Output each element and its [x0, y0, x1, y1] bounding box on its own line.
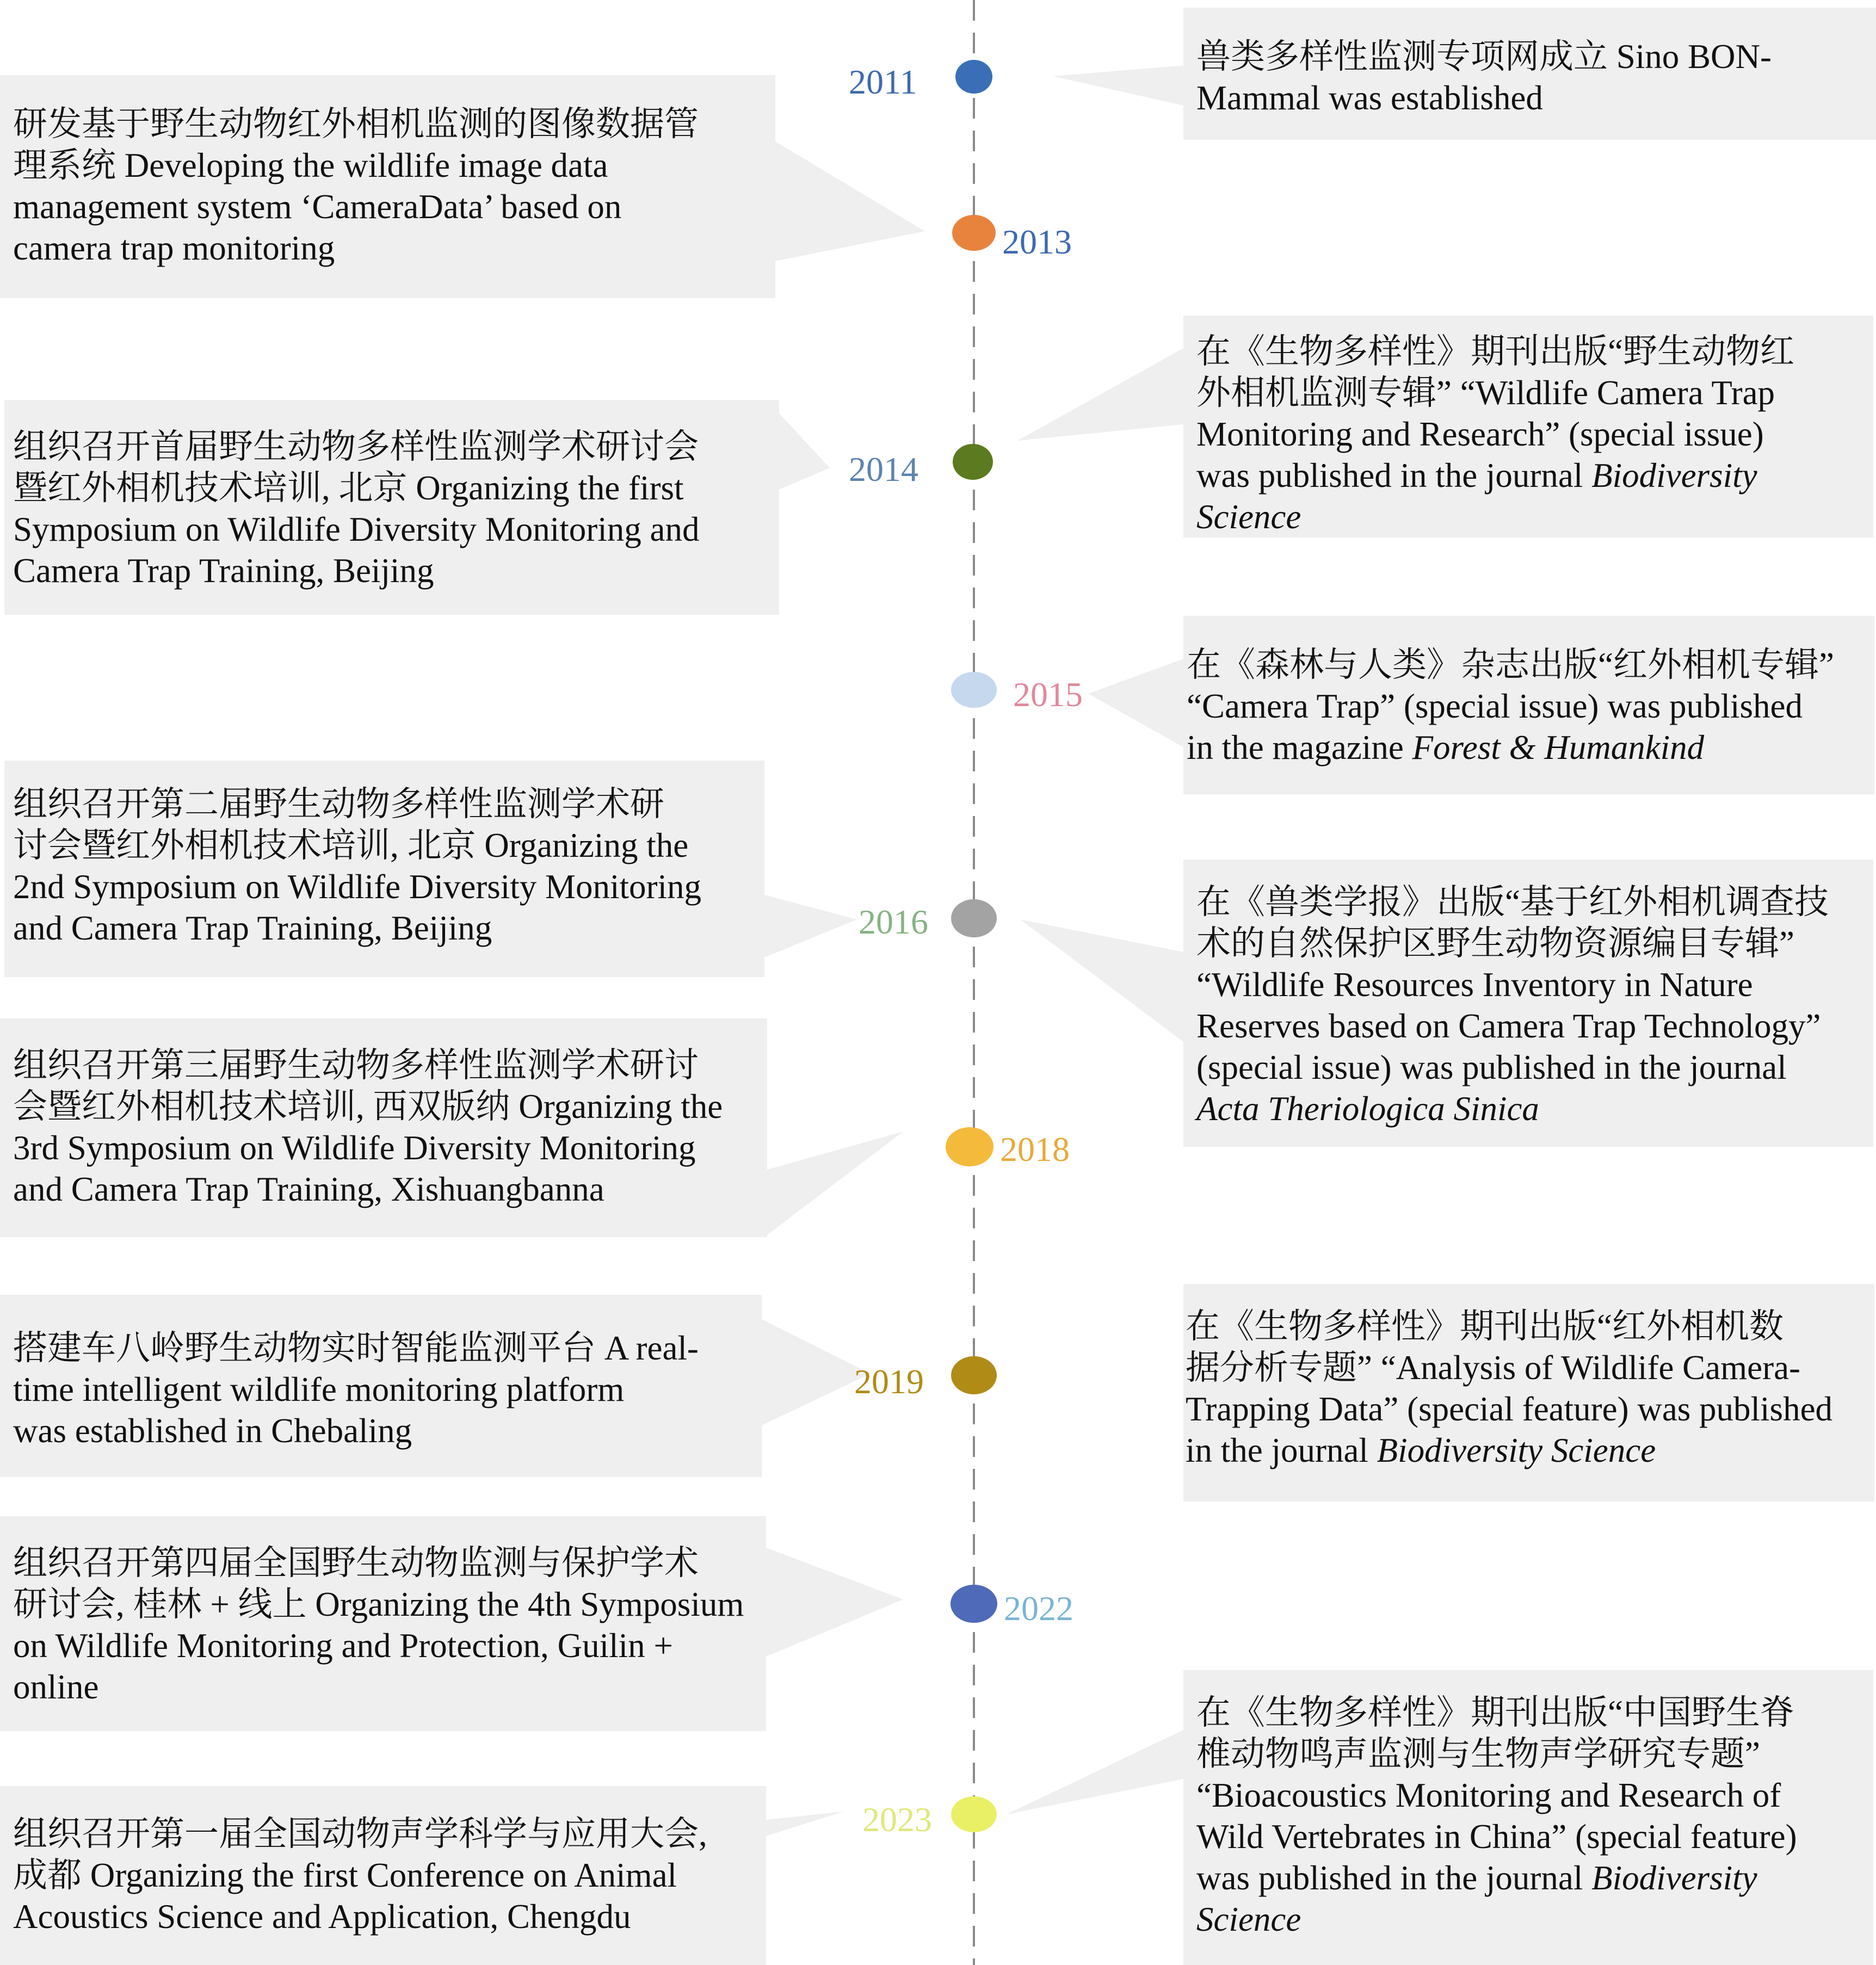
year-label-2023: 2023 — [862, 1800, 932, 1839]
event-2016-special-issue — [1183, 860, 1873, 1147]
dot-2013 — [952, 215, 996, 251]
callout-pointer-2016-sym — [764, 895, 857, 957]
event-line: 组织召开第二届野生动物多样性监测学术研 — [13, 785, 664, 823]
journal-name: Biodiversity — [1591, 1859, 1757, 1897]
event-2014-symposium — [4, 400, 779, 615]
event-2014-special-issue — [1183, 316, 1873, 537]
event-line: “Bioacoustics Monitoring and Research of — [1196, 1776, 1781, 1814]
event-2011-network — [1183, 8, 1876, 140]
event-line: 在《生物多样性》期刊出版“野生动物红 — [1196, 332, 1794, 370]
event-2015-special-issue — [1183, 616, 1874, 794]
event-line: Mammal was established — [1196, 79, 1543, 117]
event-line: 暨红外相机技术培训, 北京 Organizing the first — [13, 469, 684, 507]
dot-2023 — [951, 1796, 997, 1832]
event-2023-special-feature — [1183, 1670, 1873, 1965]
event-line: (special issue) was published in the journal — [1196, 1048, 1787, 1086]
callout-pointer-2011 — [1053, 65, 1186, 106]
event-line: “Wildlife Resources Inventory in Nature — [1196, 966, 1753, 1004]
event-line: and Camera Trap Training, Beijing — [13, 909, 492, 947]
event-line: 研发基于野生动物红外相机监测的图像数据管 — [13, 105, 699, 143]
event-line: 搭建车八岭野生动物实时智能监测平台 A real- — [13, 1329, 699, 1367]
dot-2014 — [953, 444, 993, 480]
event-2019-platform — [0, 1295, 762, 1477]
event-2019-special-feature — [1183, 1284, 1874, 1501]
year-label-2013: 2013 — [1002, 223, 1072, 261]
event-line: 3rd Symposium on Wildlife Diversity Monitoring — [13, 1129, 696, 1167]
callout-pointer-2013 — [775, 141, 925, 261]
dot-2015 — [951, 672, 997, 708]
journal-name: Biodiversity — [1591, 456, 1757, 495]
year-label-2016: 2016 — [859, 903, 928, 941]
event-line: 理系统 Developing the wildlife image data — [13, 146, 608, 184]
event-line: “Camera Trap” (special issue) was published — [1187, 687, 1803, 725]
event-line: 会暨红外相机技术培训, 西双版纳 Organizing the — [13, 1087, 723, 1126]
event-line: was published in the journal — [1196, 1859, 1592, 1897]
event-line: 讨会暨红外相机技术培训, 北京 Organizing the — [13, 826, 689, 864]
event-line: 组织召开首届野生动物多样性监测学术研讨会 — [13, 428, 699, 466]
event-line: Trapping Data” (special feature) was published — [1186, 1390, 1833, 1428]
callout-pointer-2015 — [1088, 658, 1185, 748]
journal-name: Forest & Humankind — [1412, 728, 1705, 767]
year-label-2011: 2011 — [849, 63, 917, 101]
event-line: camera trap monitoring — [13, 229, 335, 267]
event-2023-conference — [0, 1786, 766, 1965]
event-2013-cameradata — [0, 75, 775, 298]
dot-2016 — [951, 899, 997, 937]
event-line: in the magazine — [1187, 728, 1412, 767]
event-line: 组织召开第三届野生动物多样性监测学术研讨 — [13, 1046, 699, 1084]
event-2022-symposium — [0, 1516, 766, 1731]
callout-pointer-2023-pub — [1007, 1730, 1183, 1814]
journal-name: Science — [1196, 1900, 1301, 1938]
year-label-2014: 2014 — [849, 450, 918, 489]
callout-pointer-2014-pub — [1017, 348, 1183, 441]
event-line: 外相机监测专辑” “Wildlife Camera Trap — [1196, 374, 1775, 412]
event-line: Monitoring and Research” (special issue) — [1196, 415, 1764, 453]
callout-pointer-2014-sym — [779, 413, 830, 490]
year-label-2019: 2019 — [854, 1362, 924, 1401]
event-line: 据分析专题” “Analysis of Wildlife Camera- — [1186, 1349, 1801, 1387]
callout-pointer-2023-conf — [766, 1812, 843, 1836]
dot-2011 — [955, 60, 992, 94]
event-2016-symposium — [4, 761, 764, 977]
event-line: Camera Trap Training, Beijing — [13, 552, 434, 590]
event-line: 椎动物鸣声监测与生物声学研究专题” — [1196, 1735, 1760, 1773]
year-label-2015: 2015 — [1013, 675, 1083, 714]
event-line: 组织召开第一届全国动物声学科学与应用大会, — [13, 1815, 707, 1853]
event-line: 组织召开第四届全国野生动物监测与保护学术 — [13, 1544, 699, 1582]
dot-2022 — [951, 1585, 997, 1623]
event-line: was established in Chebaling — [13, 1412, 412, 1450]
year-label-2018: 2018 — [1000, 1130, 1070, 1169]
event-line: in the journal — [1186, 1431, 1377, 1469]
event-line: 兽类多样性监测专项网成立 Sino BON- — [1196, 38, 1772, 76]
event-line: 在《生物多样性》期刊出版“红外相机数 — [1186, 1307, 1784, 1345]
journal-name: Biodiversity Science — [1377, 1431, 1656, 1469]
event-2018-symposium — [0, 1018, 767, 1237]
event-line: Reserves based on Camera Trap Technology” — [1196, 1007, 1821, 1045]
event-line: was published in the journal — [1196, 456, 1592, 495]
event-line: management system ‘CameraData’ based on — [13, 188, 622, 226]
event-line: 在《兽类学报》出版“基于红外相机调查技 — [1196, 883, 1829, 921]
event-line: 2nd Symposium on Wildlife Diversity Monitoring — [13, 868, 702, 906]
event-line: 研讨会, 桂林 + 线上 Organizing the 4th Symposium — [13, 1585, 744, 1623]
event-line: Symposium on Wildlife Diversity Monitoring and — [13, 510, 700, 548]
journal-name: Science — [1196, 498, 1301, 536]
event-line: Wild Vertebrates in China” (special feature) — [1196, 1818, 1797, 1856]
event-line: and Camera Trap Training, Xishuangbanna — [13, 1170, 604, 1208]
dot-2018 — [946, 1127, 993, 1166]
callout-pointer-2018 — [767, 1132, 903, 1235]
event-line: 成都 Organizing the first Conference on Animal — [13, 1856, 677, 1894]
event-line: 在《生物多样性》期刊出版“中国野生脊 — [1196, 1694, 1794, 1732]
callout-pointer-2016-pub — [1020, 919, 1183, 1042]
event-line: online — [13, 1668, 99, 1706]
event-line: on Wildlife Monitoring and Protection, Guilin + — [13, 1627, 673, 1665]
event-line: time intelligent wildlife monitoring platform — [13, 1370, 625, 1408]
callout-pointer-2022 — [766, 1548, 903, 1657]
event-line: Acoustics Science and Application, Chengdu — [13, 1898, 631, 1936]
journal-name: Acta Theriologica Sinica — [1196, 1090, 1539, 1128]
event-line: 在《森林与人类》杂志出版“红外相机专辑” — [1187, 646, 1834, 684]
event-line: 术的自然保护区野生动物资源编目专辑” — [1196, 924, 1794, 962]
year-label-2022: 2022 — [1004, 1589, 1073, 1628]
dot-2019 — [951, 1356, 997, 1394]
